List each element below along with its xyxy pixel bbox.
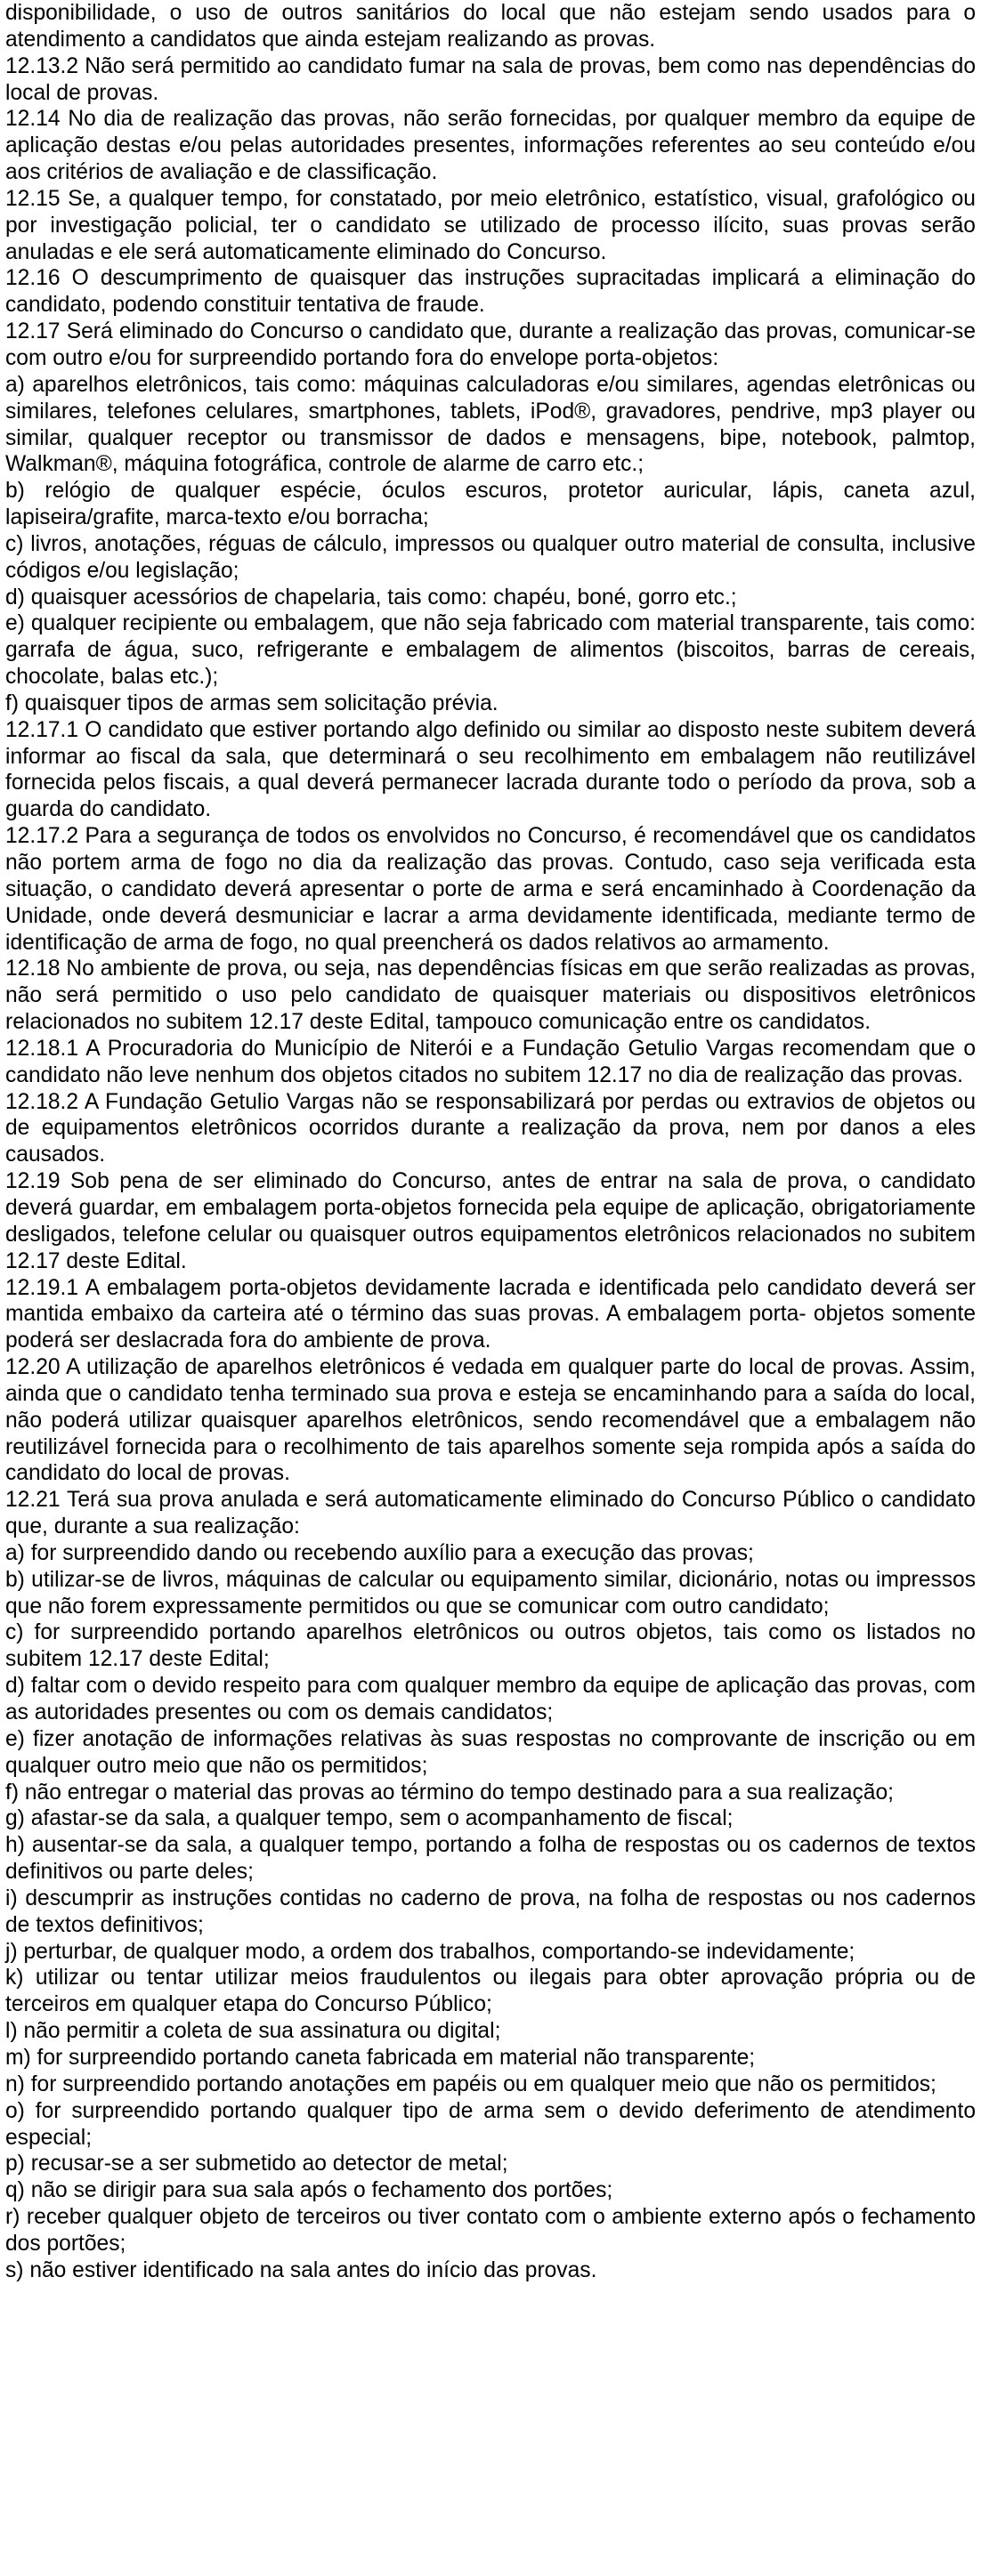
list-item-12-21-j: j) perturbar, de qualquer modo, a ordem dos trabalhos, comportando-se indevidamente;: [5, 1939, 855, 1964]
list-item-12-21-e: e) fizer anotação de informações relativas às suas respostas no comprovante de inscrição ou em qualquer outro meio que não os permitidos;: [5, 1726, 976, 1778]
paragraph-12-13-2: 12.13.2 Não será permitido ao candidato fumar na sala de provas, bem como nas dependências do local de provas.: [5, 53, 976, 105]
list-item-12-21-l: l) não permitir a coleta de sua assinatura ou digital;: [5, 2019, 501, 2044]
paragraph-12-18: 12.18 No ambiente de prova, ou seja, nas dependências físicas em que serão realizadas as provas, não será permitido o uso pelo candidato de quaisquer materiais ou dispositivos eletrônicos relacionados no subitem 12.17 deste Edital, tampouco comunicação entre os candidatos.: [5, 957, 976, 1035]
list-item-12-21-k: k) utilizar ou tentar utilizar meios fraudulentos ou ilegais para obter aprovação própria ou de terceiros em qualquer etapa do Concurso Público;: [5, 1966, 976, 2017]
list-item-12-21-m: m) for surpreendido portando caneta fabricada em material não transparente;: [5, 2045, 756, 2070]
list-item-12-21-i: i) descumprir as instruções contidas no caderno de prova, na folha de respostas ou nos cadernos de textos definitivos;: [5, 1886, 976, 1937]
list-item-12-21-h: h) ausentar-se da sala, a qualquer tempo, portando a folha de respostas ou os cadernos de textos definitivos ou parte deles;: [5, 1833, 976, 1885]
paragraph-12-18-1: 12.18.1 A Procuradoria do Município de Niterói e a Fundação Getulio Vargas recomendam que o candidato não leve nenhum dos objetos citados no subitem 12.17 no dia de realização das provas.: [5, 1036, 976, 1087]
list-item-12-21-s: s) não estiver identificado na sala antes do início das provas.: [5, 2257, 597, 2282]
paragraph-12-14: 12.14 No dia de realização das provas, não serão fornecidas, por qualquer membro da equipe de aplicação destas e/ou pelas autoridades presentes, informações referentes ao seu conteúdo e/ou aos critérios de avaliação e de classificação.: [5, 107, 976, 185]
paragraph-12-16: 12.16 O descumprimento de quaisquer das instruções supracitadas implicará a eliminação do candidato, podendo constituir tentativa de fraude.: [5, 266, 976, 318]
list-item-12-21-g: g) afastar-se da sala, a qualquer tempo, sem o acompanhamento de fiscal;: [5, 1806, 734, 1831]
paragraph-12-21: 12.21 Terá sua prova anulada e será automaticamente eliminado do Concurso Público o candidato que, durante a sua realização:: [5, 1488, 976, 1539]
list-item-12-21-d: d) faltar com o devido respeito para com qualquer membro da equipe de aplicação das provas, com as autoridades presentes ou com os demais candidatos;: [5, 1674, 976, 1724]
list-item-12-17-a: a) aparelhos eletrônicos, tais como: máquinas calculadoras e/ou similares, agendas eletrônicas ou similares, telefones celulares, smartphones, tablets, iPod®, gravadores, pendrive, mp3 player ou similar, qualquer receptor ou transmissor de dados e mensagens, bipe, notebook, palmtop, Walkman®, máquina fotográfica, controle de alarme de carro etc.;: [5, 372, 976, 477]
paragraph-12-19-1: 12.19.1 A embalagem porta-objetos devidamente lacrada e identificada pelo candidato deverá ser mantida embaixo da carteira até o término das suas provas. A embalagem porta- objetos somente poderá ser deslacrada fora do ambiente de prova.: [5, 1275, 976, 1353]
list-item-12-17-b: b) relógio de qualquer espécie, óculos escuros, protetor auricular, lápis, caneta azul, lapiseira/grafite, marca-texto e/ou borracha;: [5, 479, 976, 530]
list-item-12-21-q: q) não se dirigir para sua sala após o fechamento dos portões;: [5, 2178, 613, 2203]
paragraph-12-15: 12.15 Se, a qualquer tempo, for constatado, por meio eletrônico, estatístico, visual, grafológico ou por investigação policial, ter o candidato se utilizado de processo ilícito, suas provas serão anuladas e ele será automaticamente eliminado do Concurso.: [5, 186, 976, 264]
list-item-12-21-p: p) recusar-se a ser submetido ao detector de metal;: [5, 2152, 508, 2176]
paragraph-12-18-2: 12.18.2 A Fundação Getulio Vargas não se responsabilizará por perdas ou extravios de objetos ou de equipamentos eletrônicos ocorridos durante a realização da prova, nem por danos a eles causados.: [5, 1089, 976, 1167]
list-item-12-21-o: o) for surpreendido portando qualquer tipo de arma sem o devido deferimento de atendimento especial;: [5, 2098, 976, 2150]
list-item-12-21-n: n) for surpreendido portando anotações em papéis ou em qualquer meio que não os permitidos;: [5, 2071, 936, 2096]
list-item-12-21-c: c) for surpreendido portando aparelhos eletrônicos ou outros objetos, tais como os listados no subitem 12.17 deste Edital;: [5, 1620, 976, 1672]
list-item-12-17-c: c) livros, anotações, réguas de cálculo, impressos ou qualquer outro material de consulta, inclusive códigos e/ou legislação;: [5, 531, 976, 583]
list-item-12-17-d: d) quaisquer acessórios de chapelaria, tais como: chapéu, boné, gorro etc.;: [5, 585, 737, 610]
paragraph-12-20: 12.20 A utilização de aparelhos eletrônicos é vedada em qualquer parte do local de provas. Assim, ainda que o candidato tenha terminado sua prova e esteja se encaminhando para a saída do local, não poderá utilizar quaisquer aparelhos eletrônicos, sendo recomendável que a embalagem não reutilizável fornecida para o recolhimento de tais aparelhos somente seja rompida após a saída do candidato do local de provas.: [5, 1355, 976, 1486]
list-item-12-21-f: f) não entregar o material das provas ao término do tempo destinado para a sua realização;: [5, 1780, 894, 1805]
paragraph-12-19: 12.19 Sob pena de ser eliminado do Concurso, antes de entrar na sala de prova, o candidato deverá guardar, em embalagem porta-objetos fornecida pela equipe de aplicação, obrigatoriamente desligados, telefone celular ou quaisquer outros equipamentos eletrônicos relacionados no subitem 12.17 deste Edital.: [5, 1169, 976, 1273]
list-item-12-17-e: e) qualquer recipiente ou embalagem, que não seja fabricado com material transparente, tais como: garrafa de água, suco, refrigerante e embalagem de alimentos (biscoitos, barras de cereais, chocolate, balas etc.);: [5, 611, 976, 690]
paragraph-12-17-1: 12.17.1 O candidato que estiver portando algo definido ou similar ao disposto neste subitem deverá informar ao fiscal da sala, que determinará o seu recolhimento em embalagem não reutilizável fornecida pelos fiscais, a qual deverá permanecer lacrada durante todo o período da prova, sob a guarda do candidato.: [5, 717, 976, 822]
list-item-12-21-a: a) for surpreendido dando ou recebendo auxílio para a execução das provas;: [5, 1540, 754, 1565]
paragraph-12-17-2: 12.17.2 Para a segurança de todos os envolvidos no Concurso, é recomendável que os candidatos não portem arma de fogo no dia da realização das provas. Contudo, caso seja verificada esta situação, o candidato deverá apresentar o porte de arma e será encaminhado à Coordenação da Unidade, onde deverá desmuniciar e lacrar a arma devidamente identificada, mediante termo de identificação de arma de fogo, no qual preencherá os dados relativos ao armamento.: [5, 824, 976, 955]
list-item-12-21-b: b) utilizar-se de livros, máquinas de calcular ou equipamento similar, dicionário, notas ou impressos que não forem expressamente permitidos ou que se comunicar com outro candidato;: [5, 1567, 976, 1619]
paragraph-sanitarios: disponibilidade, o uso de outros sanitários do local que não estejam sendo usados para o atendimento a candidatos que ainda estejam realizando as provas.: [5, 1, 976, 52]
paragraph-12-17: 12.17 Será eliminado do Concurso o candidato que, durante a realização das provas, comunicar-se com outro e/ou for surpreendido portando fora do envelope porta-objetos:: [5, 319, 976, 370]
list-item-12-21-r: r) receber qualquer objeto de terceiros ou tiver contato com o ambiente externo após o fechamento dos portões;: [5, 2205, 976, 2256]
list-item-12-17-f: f) quaisquer tipos de armas sem solicitação prévia.: [5, 690, 499, 715]
